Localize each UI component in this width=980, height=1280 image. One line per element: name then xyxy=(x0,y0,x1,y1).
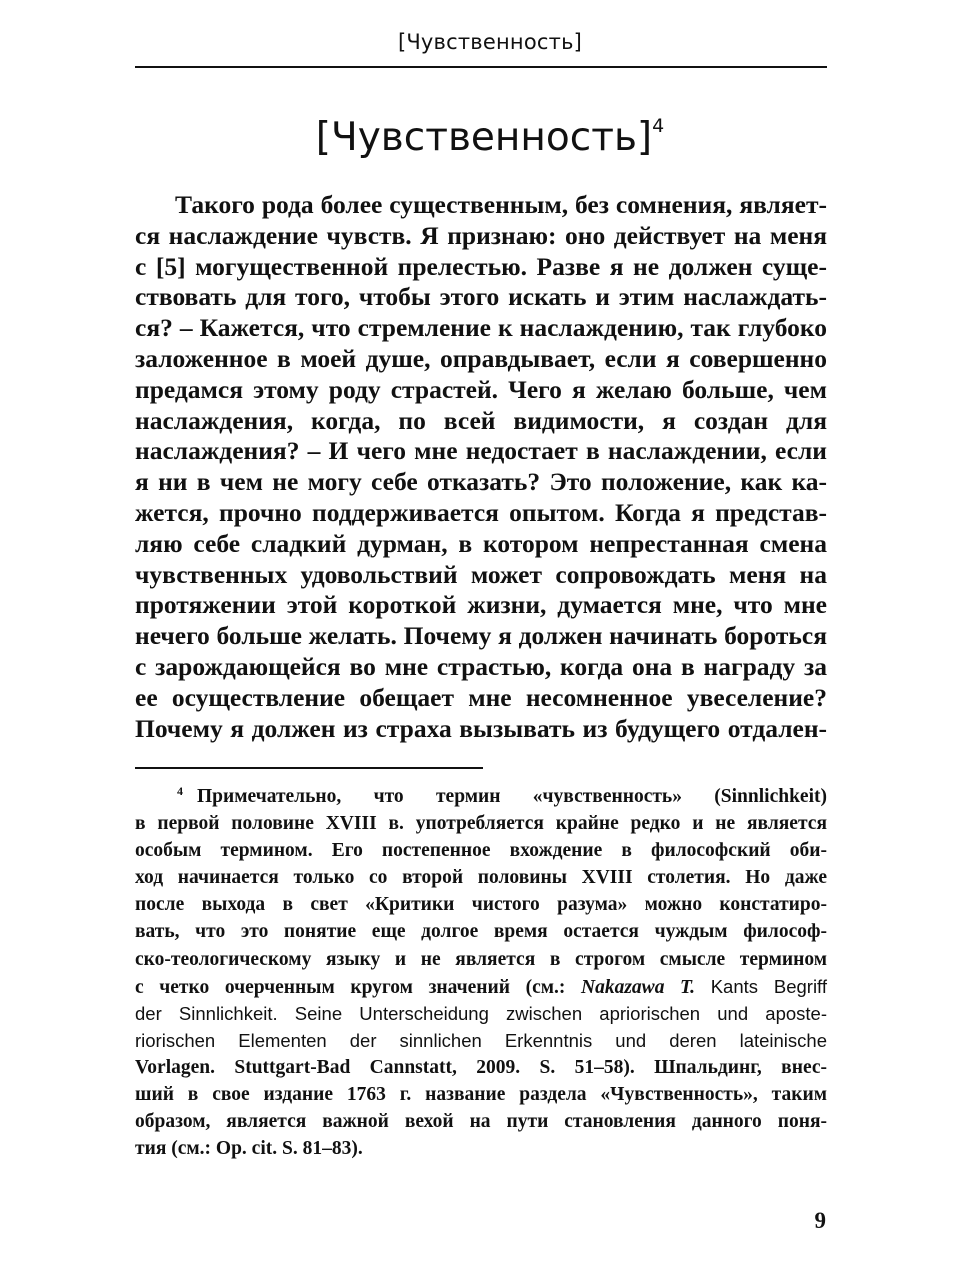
body-line: наслаждения? – И чего мне недостает в наслаждении, если xyxy=(135,436,827,466)
body-line: с [5] могущественной прелестью. Разве я не должен суще- xyxy=(135,251,827,281)
footnote-author: Nakazawa T. xyxy=(581,976,696,998)
body-line: жется, прочно поддерживается опытом. Когда я представ- xyxy=(135,497,827,527)
footnote-line xyxy=(135,783,827,810)
footnote-line: ско-теологическому языку и не является в строгом смысле термином xyxy=(135,948,827,970)
footnote-line: после выхода в свет «Критики чистого разума» можно констатиро- xyxy=(135,894,827,916)
running-head: [Чувственность] xyxy=(397,30,583,54)
footnote-line: в первой половине XVIII в. употребляется крайне редко и не является xyxy=(135,813,827,835)
body-line: с зарождающейся во мне страстью, когда она в награду за xyxy=(135,651,827,681)
body-line: Почему я должен из страха вызывать из будущего отдален- xyxy=(135,713,827,743)
body-line: наслаждения, когда, по всей видимости, я создан для xyxy=(135,405,827,435)
footnote-line: ший в свое издание 1763 г. название раздела «Чувственность», таким xyxy=(135,1084,827,1106)
body-line: ся наслаждение чувств. Я признаю: оно действует на меня xyxy=(135,220,827,250)
footnote-text: с четко очерченным кругом значений (см.: xyxy=(135,976,566,998)
footnote-line: особым термином. Его постепенное вхождение в философский оби- xyxy=(135,840,827,862)
footnote-line: Vorlagen. Stuttgart-Bad Cannstatt, 2009. S. 51–58). Шпальдинг, внес- xyxy=(135,1056,827,1078)
page-number: 9 xyxy=(814,1208,826,1233)
header-rule xyxy=(135,66,827,68)
chapter-footnote-ref: 4 xyxy=(652,115,665,137)
footnote-line: вать, что это понятие еще долгое время остается чуждым философ- xyxy=(135,921,827,943)
body-line: я ни в чем не могу себе отказать? Это положение, как ка- xyxy=(135,467,827,497)
chapter-title-text: [Чувственность] xyxy=(315,115,653,160)
body-line: чувственных удовольствий может сопровождать меня на xyxy=(135,559,827,589)
body-line: ее осуществление обещает мне несомненное увеселение? xyxy=(135,682,827,712)
footnote-text: Примечательно, что термин «чувственность» (Sinnlichkeit) xyxy=(197,786,827,807)
body-line: протяжении этой короткой жизни, думается мне, что мне xyxy=(135,590,827,620)
body-paragraph xyxy=(135,190,827,744)
footnote-rule xyxy=(135,767,483,769)
body-line: ляю себе сладкий дурман, в котором непрестанная смена xyxy=(135,528,827,558)
body-line: Такого рода более существенным, без сомнения, являет- xyxy=(175,190,827,219)
body-line: ствовать для того, чтобы этого искать и этим наслаждать- xyxy=(135,282,827,312)
footnote-line: образом, является важной вехой на пути становления данного поня- xyxy=(135,1111,827,1133)
footnote-line: riorischen Elementen der sinnlichen Erkenntnis und deren lateinische xyxy=(135,1029,827,1051)
footnote-number: 4 xyxy=(177,784,183,798)
body-line: нечего больше желать. Почему я должен начинать бороться xyxy=(135,621,827,651)
footnote-line: тия (см.: Op. cit. S. 81–83). xyxy=(135,1138,363,1160)
footnote xyxy=(135,783,827,1162)
body-line: заложенное в моей душе, оправдывает, если я совершенно xyxy=(135,343,827,373)
body-line: предамся этому роду страстей. Чего я желаю больше, чем xyxy=(135,374,827,404)
chapter-title xyxy=(0,100,980,168)
footnote-line: ход начинается только со второй половины XVIII столетия. Но даже xyxy=(135,867,827,889)
footnote-latin-text: Kants Begriff xyxy=(710,975,828,997)
footnote-line: der Sinnlichkeit. Seine Unterscheidung zwischen apriorischen und aposte- xyxy=(135,1002,827,1024)
body-line: ся? – Кажется, что стремление к наслаждению, так глубоко xyxy=(135,313,827,343)
footnote-line xyxy=(135,973,827,1000)
